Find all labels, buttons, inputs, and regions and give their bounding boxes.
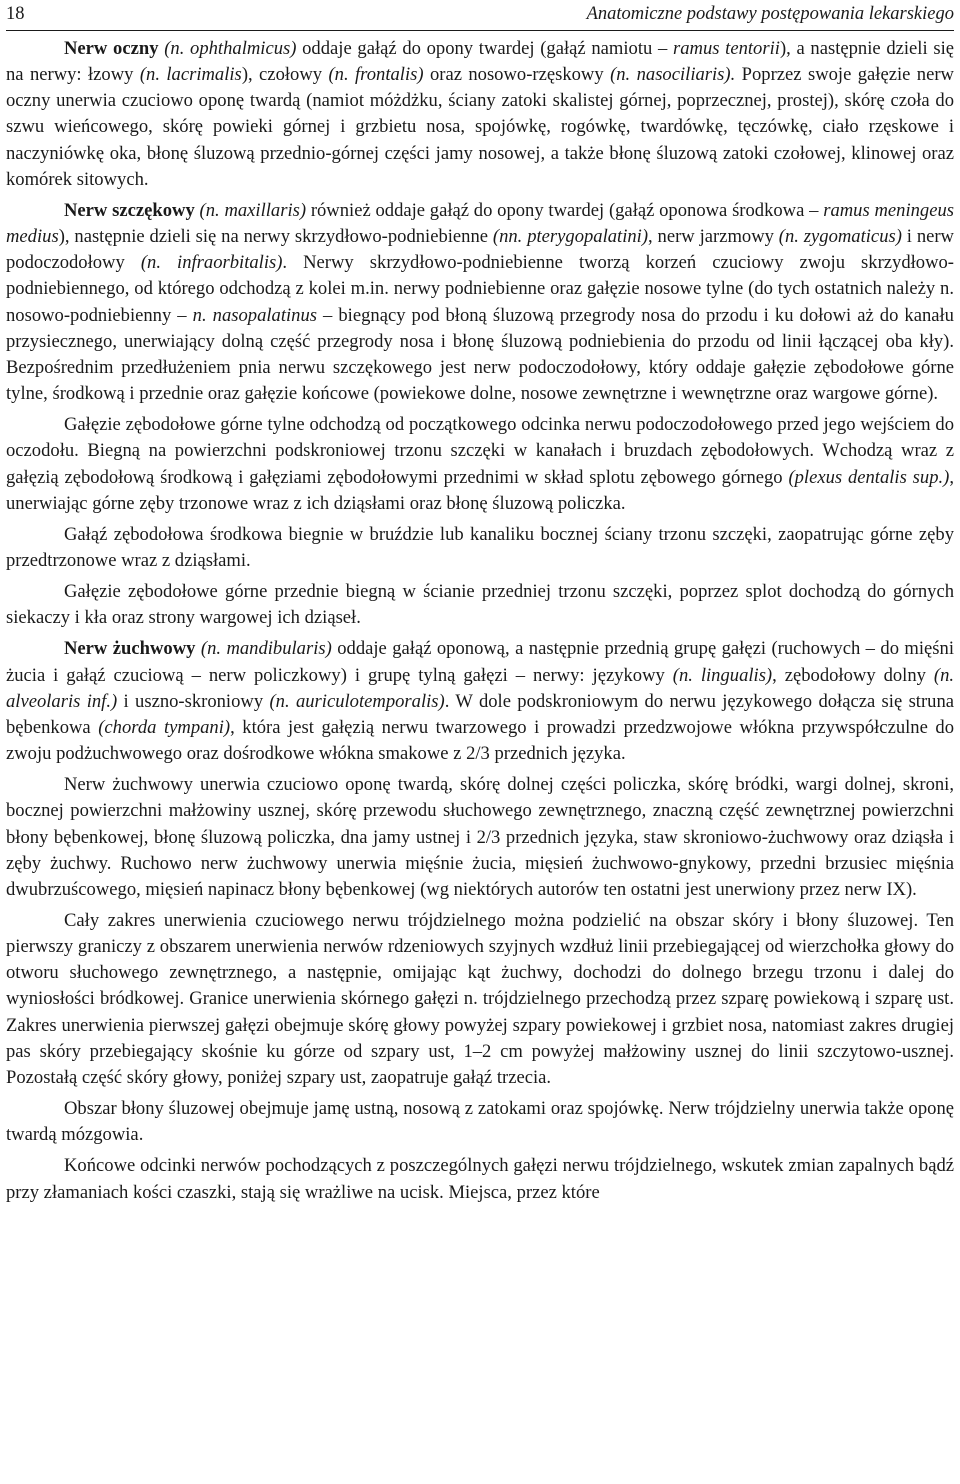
text-run: Gałąź zębodołowa środkowa biegnie w bruździe lub kanaliku bocznej ściany trzonu szczęki, zaopatrując górne zęby przedtrzonowe wraz z dziąsłami. — [6, 523, 954, 571]
text-run: Obszar błony śluzowej obejmuje jamę ustną, nosową z zatokami oraz spojówkę. Nerw trójdzielny unerwia także oponę twardą mózgowia. — [6, 1098, 954, 1146]
text-run: Gałęzie zębodołowe górne tylne odchodzą od początkowego odcinka nerwu podoczodołowego przed jego wejściem do oczodołu. Biegną na powierzchni podskroniowej trzonu szczęki w kanałach i bruzdach zębodołowych. Wchodzą wraz z gałęzią zębodołową środkową i gałęziami zębodołowymi przednimi w skład splotu zębowego górnego — [6, 414, 954, 488]
paragraph-szczekowy — [6, 198, 954, 407]
text-run: n. nasopalatinus — [192, 304, 317, 326]
text-run: , która jest gałęzią nerwu twarzowego i prowadzi przedzwojowe włókna przywspółczulne do zwoju podżuchwowego oraz dośrodkowe włókna smakowe z 2/3 przednich języka. — [6, 716, 954, 765]
text-run: ), następnie dzieli się na nerwy skrzydłowo-podniebienne — [58, 226, 493, 248]
paragraph-zebodolowe-tylne — [6, 412, 954, 517]
page-header — [6, 0, 954, 30]
running-title: Anatomiczne podstawy postępowania lekarskiego — [586, 4, 954, 24]
text-run: (n. mandibularis) — [200, 638, 332, 660]
text-run: (nn. pterygopalatini) — [492, 226, 649, 248]
text-run: ramus tentorii — [672, 38, 780, 59]
body-text — [6, 36, 954, 1206]
text-run: (n. auriculotemporalis) — [269, 690, 445, 712]
text-run: Nerw żuchwowy unerwia czuciowo oponę twardą, skórę dolnej części policzka, skórę bródki, wargi dolnej, skroni, bocznej powierzchni małżowiny usznej, skórę przewodu słuchowego zewnętrznego, znaczną część zewnętrznej powierzchni błony bębenkowej, błonę śluzową policzka, dna jamy ustnej i 2/3 przednich języka, staw skroniowo-żuchwowy oraz dziąsła i zęby żuchwy. Ruchowo nerw żuchwowy unerwia mięśnie żucia, mięsień żuchwowo-gnykowy, przedni brzusiec mięśnia dwubrzuścowego, mięsień napinacz błony bębenkowej (wg niektórych autorów ten ostatni jest unerwiony przez nerw IX). — [6, 774, 954, 900]
text-run: Końcowe odcinki nerwów pochodzących z poszczególnych gałęzi nerwu trójdzielnego, wskutek zmian zapalnych bądź przy złamaniach kości czaszki, stają się wrażliwe na ucisk. Miejsca, przez które — [6, 1155, 954, 1203]
text-run: (plexus dentalis sup.) — [788, 466, 950, 488]
text-run: Nerw szczękowy — [64, 199, 195, 221]
text-run: . W dole podskroniowym do nerwu językowego dołącza się struna bębenkowa — [6, 690, 955, 738]
text-run: (n. ophthalmicus) — [164, 38, 297, 59]
text-run: (n. frontalis) — [328, 64, 424, 86]
text-run: (n. lingualis) — [672, 664, 773, 686]
paragraph-zebodolowa-srodkowa — [6, 522, 954, 574]
text-run: ), czołowy — [241, 64, 329, 86]
text-run: również oddaje gałąź do opony twardej (gałąź oponowa środkowa – — [306, 199, 824, 221]
paragraph-zuchwowy-unerwienie — [6, 772, 954, 903]
text-run: (n. zygomaticus) — [778, 226, 902, 248]
text-run: oddaje gałąź oponową, a następnie przednią grupę gałęzi (ruchowych – do mięśni żucia i gałąź czuciową – nerw policzkowy) i grupę tylną gałęzi – nerwy: językowy — [6, 638, 954, 686]
text-run: (n. maxillaris) — [199, 199, 307, 221]
paragraph-zebodolowe-przednie — [6, 579, 954, 631]
text-run: ), a następnie dzieli się na nerwy: łzowy — [6, 38, 954, 86]
text-run: Cały zakres unerwienia czuciowego nerwu trójdzielnego można podzielić na obszar skóry i błony śluzowej. Ten pierwszy graniczy z obszarem unerwienia nerwów rdzeniowych szyjnych wzdłuż linii przebiegającej od wierzchołka głowy do otworu słuchowego zewnętrznego, a następnie, omijając kąt żuchwy, dochodzi do dolnego brzegu trzonu i dalej do wyniosłości bródkowej. Granice unerwienia skórnego gałęzi n. trójdzielnego przechodzą przez szparę powiekową i szparę ust. Zakres unerwienia pierwszej gałęzi obejmuje skórę głowy powyżej szpary powiekowej i grzbiet nosa, natomiast zakres drugiej pas skóry przebiegający skośnie ku górze od szpary ust, 1–2 cm powyżej małżowiny usznej do linii szczytowo-usznej. Pozostałą część skóry głowy, poniżej szpary ust, zaopatruje gałąź trzecia. — [6, 910, 954, 1088]
text-run: i uszno-skroniowy — [117, 690, 270, 712]
page-number: 18 — [6, 4, 25, 24]
text-run: (n. lacrimalis — [139, 64, 242, 86]
header-rule — [6, 30, 954, 31]
paragraph-zakres-unerwienia — [6, 908, 954, 1091]
text-run: (n. nasociliaris). — [610, 64, 736, 86]
text-run: (n. alveolaris inf.) — [6, 664, 955, 712]
text-run: (chorda tympani) — [98, 716, 231, 738]
text-run: , unerwiając górne zęby trzonowe wraz z ich dziąsłami oraz błonę śluzową policzka. — [6, 466, 954, 514]
text-run: . Nerwy skrzydłowo-podniebienne tworzą korzeń czuciowy zwoju skrzydłowo-podniebiennego, od którego odchodzą z kolei m.in. nerwy podniebienne oraz gałęzie nosowe tylne (do tych ostatnich należy n. nosowo-podniebienny – — [6, 252, 955, 326]
text-run: Nerw oczny — [64, 38, 159, 59]
paragraph-oczny — [6, 36, 954, 193]
text-run: ramus meningeus medius — [6, 199, 954, 248]
text-run: , zębodołowy dolny — [772, 664, 934, 686]
text-run: oraz nosowo-rzęskowy — [423, 64, 611, 86]
text-run: , nerw jarzmowy — [648, 226, 779, 248]
text-run: oddaje gałąź do opony twardej (gałąź namiotu – — [296, 38, 673, 59]
paragraph-zuchwowy — [6, 636, 954, 767]
text-run: Poprzez swoje gałęzie nerw oczny unerwia czuciowo oponę twardą (namiot móżdżku, ściany zatoki skalistej górnej, poprzecznej, prostej), skórę czoła do szwu wieńcowego, skórę powieki górnej i grzbietu nosa, spojówkę, rogówkę, twardówkę, tęczówkę, ciało rzęskowe i naczyniówkę oka, błonę śluzową przednio-górnej części jamy nosowej, a także błonę śluzową zatoki czołowej, klinowej oraz komórek sitowych. — [6, 64, 954, 190]
paragraph-blona-sluzowa — [6, 1096, 954, 1148]
text-run: – biegnący pod błoną śluzową przegrody nosa do przodu i ku dołowi aż do kanału przysiecznego, unerwiający dolną część przegrody nosa i błonę śluzową podniebienia do przodu od linii łączącej oba kły). Bezpośrednim przedłużeniem pnia nerwu szczękowego jest nerw podoczodołowy, który oddaje gałęzie zębodołowe górne tylne, środkową i przednie oraz gałęzie końcowe (powiekowe dolne, nosowe zewnętrzne i wewnętrzne oraz wargowe górne). — [6, 304, 954, 405]
text-run: Gałęzie zębodołowe górne przednie biegną w ścianie przedniej trzonu szczęki, poprzez splot dochodzą do górnych siekaczy i kła oraz strony wargowej ich dziąseł. — [6, 581, 954, 629]
text-run: i nerw podoczodołowy — [6, 226, 954, 274]
text-run: Nerw żuchwowy — [64, 638, 196, 660]
paragraph-koncowe-odcinki — [6, 1153, 954, 1205]
text-run: (n. infraorbitalis) — [140, 252, 283, 274]
